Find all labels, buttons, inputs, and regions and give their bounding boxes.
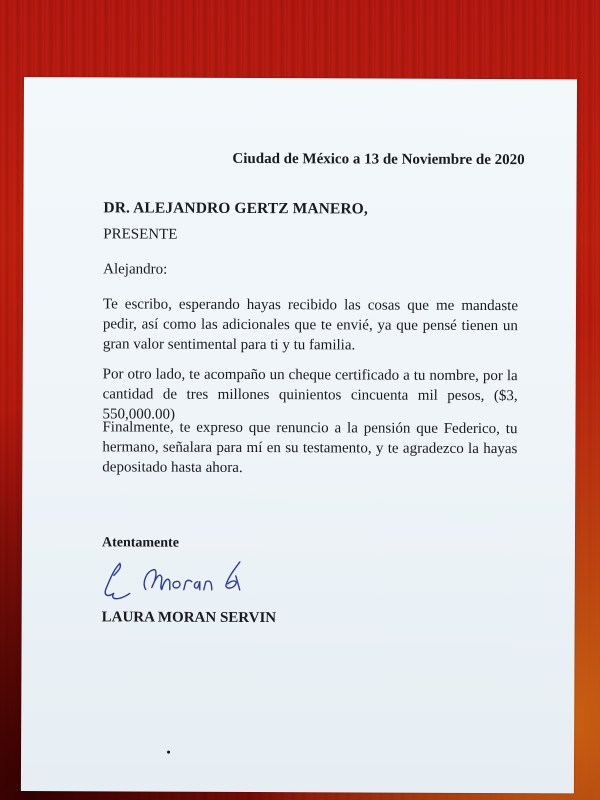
ink-dot [167,751,170,754]
place-date: Ciudad de México a 13 de Noviembre de 2020 [232,150,525,169]
signature-icon [100,555,260,606]
closing: Atentamente [101,535,179,551]
presente-line: PRESENTE [103,226,178,243]
letter-paper [21,77,577,793]
letter-body [21,77,577,793]
paragraph-1: Te escribo, esperando hayas recibido las cosas que me mandaste pedir, así como las adicionales que te envié, ya que pensé tienen un gran valor sentimental para ti y tu familia. [102,296,519,354]
paragraph-3: Finalmente, te expreso que renuncio a la pensión que Federico, tu hermano, señalara para mí en su testamento, y te agradezco la hayas depositado hasta ahora. [102,419,518,476]
paragraph-2: Por otro lado, te acompaño un cheque certificado a tu nombre, por la cantidad de tres millones quinientos cincuenta mil pesos, ($3, 550,000.00) [102,366,518,423]
addressee: DR. ALEJANDRO GERTZ MANERO, [103,199,368,218]
salutation: Alejandro: [103,261,168,278]
signer-name: LAURA MORAN SERVIN [101,609,277,627]
